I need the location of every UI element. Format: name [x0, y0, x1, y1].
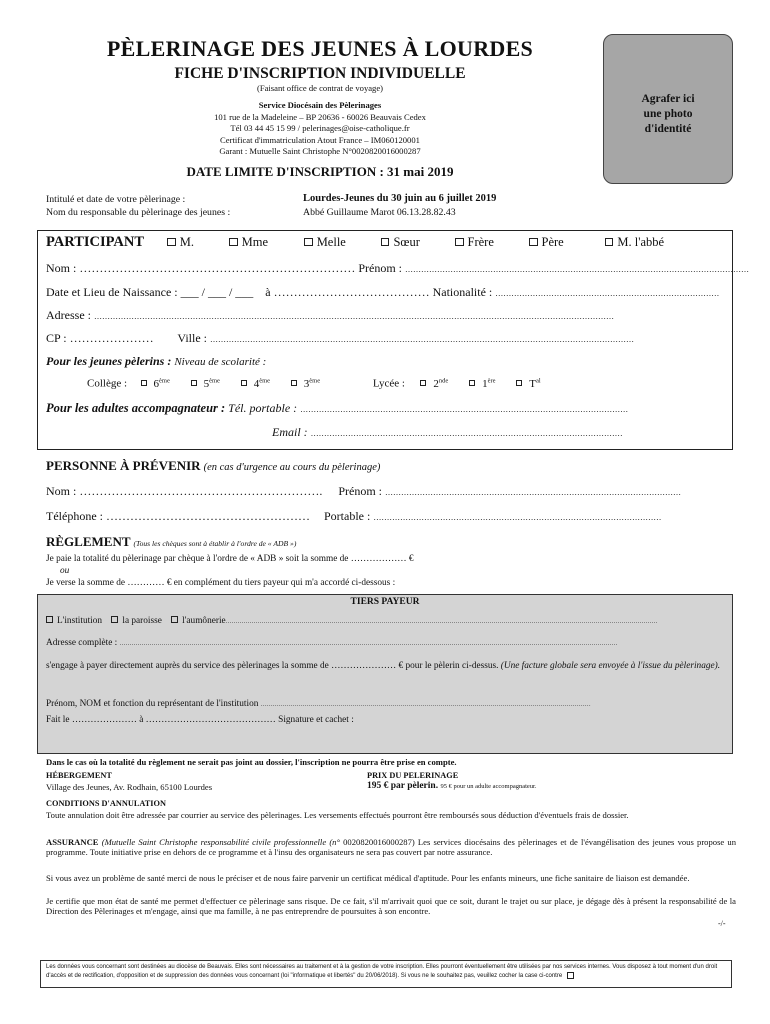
email-label: Email :	[272, 425, 308, 439]
assurance-text: 0020820016000287) Les services diocésains des pèlerinages et de l'évangélisation des jeunes vous propose un programme. Toute initiative prise en dehors de ce programme et à l'insu des organisateurs ne sera pas couvert par notre assurance.	[46, 837, 737, 858]
email-row	[272, 425, 623, 440]
portable-field[interactable]: ………………………………………………………………………………………………	[373, 513, 662, 522]
prix-value: 195 € par pèlerin.	[367, 781, 439, 791]
civility-option[interactable]: M. l'abbé	[605, 235, 664, 249]
certificate-number: Certificat d'immatriculation Atout France – IM060120001	[220, 135, 420, 145]
contract-note: (Faisant office de contrat de voyage)	[256, 83, 384, 93]
lycee-1[interactable]: 1ère	[469, 378, 495, 390]
checkbox-aumonerie[interactable]	[171, 616, 178, 623]
adultes-label: Pour les adultes accompagnateur :	[46, 401, 226, 415]
lycee-t[interactable]: $T^{al}$	[516, 378, 540, 390]
tel-field[interactable]: ……………………………………………………………………………………………………………	[300, 405, 629, 414]
sante-text: Si vous avez un problème de santé merci de nous le préciser et de nous faire parvenir un certificat médical d'aptitude. Pour les enfants mineurs, une fiche sanitaire de liaison est demandée.	[46, 873, 690, 883]
certifie-text: Je certifie que mon état de santé me permet d'effectuer ce pèlerinage sans risque. De ce fait, s'il m'arrivait quoi que ce soit, durant le trajet ou sur place, je dégage dès à présent la responsabilité de la Direction des Pèlerinages et m'engage, ainsi que ma famille, à ne pas entreprendre de poursuites à son encontre.	[46, 896, 736, 917]
college-5[interactable]: 5ème	[191, 378, 220, 390]
intitule-label: Intitulé et date de votre pèlerinage :	[46, 194, 186, 205]
tiers-representant-label: Prénom, NOM et fonction du représentant de l'institution	[46, 699, 259, 709]
tiers-engage-text: s'engage à payer directement auprès du service des pèlerinages la somme de ………………… € pour le pèlerin ci-dessus.	[46, 661, 499, 671]
tiers-option[interactable]: l'aumônerie	[171, 616, 226, 626]
prix-note: 95 € pour un adulte accompagnateur.	[440, 783, 537, 790]
tiers-engage	[46, 656, 736, 676]
adresse-row	[46, 308, 614, 323]
portable-label: Portable :	[323, 509, 371, 523]
checkbox-frere[interactable]	[455, 238, 464, 247]
intitule-value: Lourdes-Jeunes du 30 juin au 6 juillet 2019	[303, 193, 497, 204]
tiers-option[interactable]: la paroisse	[111, 616, 162, 626]
reglement-ou: ou	[60, 566, 70, 576]
photo-text-3: d'identité	[644, 123, 692, 135]
contact-nom-field[interactable]: …………………………………………………….	[79, 484, 323, 498]
lieu-field[interactable]: …………………………………	[273, 285, 430, 299]
ville-label: Ville :	[177, 331, 207, 345]
prenom-label: Prénom :	[358, 261, 403, 275]
niveau-label: Niveau de scolarité :	[174, 356, 267, 368]
tiers-adresse-field[interactable]: ……………………………………………………………………………………………………………………………………………………………………………………………………………………………	[119, 641, 618, 647]
guarantor: Garant : Mutuelle Saint Christophe N°0020820016000287	[219, 146, 421, 156]
nom-row	[46, 261, 749, 276]
responsable-label: Nom du responsable du pèlerinage des jeunes :	[46, 207, 231, 218]
nationalite-label: Nationalité :	[432, 285, 493, 299]
scolarite-row	[87, 377, 541, 390]
assurance-paragraph	[46, 837, 736, 857]
tiers-representant-field[interactable]: …………………………………………………………………………………………………………………………………………………	[260, 702, 591, 708]
college-label: Collège :	[87, 377, 128, 390]
checkbox-abbe[interactable]	[605, 238, 614, 247]
reglement-line-1: Je paie la totalité du pèlerinage par chèque à l'ordre de « ADB » soit la somme de ……………… €	[46, 554, 414, 564]
form-subtitle: FICHE D'INSCRIPTION INDIVIDUELLE	[174, 65, 466, 82]
checkbox-paroisse[interactable]	[111, 616, 118, 623]
prenom-field[interactable]: …………………………………………………………………………………………………………………	[405, 265, 750, 274]
date-field[interactable]: ___ / ___ / ___	[180, 285, 254, 299]
civility-option[interactable]: Melle	[304, 235, 346, 249]
checkbox-6eme[interactable]	[141, 380, 147, 386]
civility-option[interactable]: Père	[529, 235, 564, 249]
contact-nom-label: Nom :	[46, 484, 77, 498]
civility-row	[46, 234, 664, 251]
page-title: PÈLERINAGE DES JEUNES À LOURDES	[106, 36, 534, 61]
tiers-representant-row	[46, 699, 591, 709]
college-6[interactable]: 6ème	[141, 378, 170, 390]
tiers-name-field[interactable]: ………………………………………………………………………………………………………………………………………………………………………………………………	[225, 619, 658, 625]
cp-row	[46, 331, 634, 346]
annulation-text: Toute annulation doit être adressée par courrier au service des pèlerinages. Les versements effectués pourront être remboursés sous déduction d'éventuels frais de dossier.	[46, 810, 629, 820]
payment-warning: Dans le cas où la totalité du règlement ne serait pas joint au dossier, l'inscription ne pourra être prise en compte.	[46, 757, 457, 767]
nom-label: Nom :	[46, 261, 77, 275]
hebergement-title: HÉBERGEMENT	[46, 771, 112, 780]
tiers-engage-italic: (Une facture globale sera envoyée à l'issue du pèlerinage).	[500, 661, 721, 671]
contact-nom-row	[46, 484, 681, 499]
adultes-row	[46, 401, 628, 416]
photo-text-2: une photo	[643, 108, 693, 120]
checkbox-melle[interactable]	[304, 238, 313, 247]
tiers-adresse-label: Adresse complète :	[46, 638, 118, 648]
college-4[interactable]: 4ème	[241, 378, 270, 390]
cp-label: CP :	[46, 331, 67, 345]
telephone-label: Téléphone :	[46, 509, 103, 523]
tiers-adresse-row	[46, 638, 618, 648]
lycee-2[interactable]: 2nde	[420, 378, 448, 390]
reglement-note: (Tous les chèques sont à établir à l'ordre de « ADB »)	[133, 539, 297, 548]
civility-option[interactable]: Sœur	[381, 235, 420, 249]
nom-field[interactable]: ……………………………………………………………	[79, 261, 356, 275]
checkbox-3eme[interactable]	[291, 380, 297, 386]
college-3[interactable]: 3ème	[291, 378, 320, 390]
checkbox-2nde[interactable]	[420, 380, 426, 386]
tiers-option[interactable]: L'institution	[46, 616, 102, 626]
lieu-label: à	[265, 285, 271, 299]
prix-row	[367, 781, 536, 791]
checkbox-institution[interactable]	[46, 616, 53, 623]
tel-label: Tél. portable :	[228, 401, 298, 415]
assurance-italic: (Mutuelle Saint Christophe responsabilité civile professionnelle (n°	[101, 837, 340, 847]
hebergement-value: Village des Jeunes, Av. Rodhain, 65100 Lourdes	[46, 782, 213, 792]
lycee-label: Lycée :	[372, 377, 405, 390]
adresse-field[interactable]: ……………………………………………………………………………………………………………………………………………………………………………	[94, 312, 614, 321]
civility-option[interactable]: Frère	[455, 235, 494, 249]
telephone-field[interactable]: ……………………………………………	[105, 509, 310, 523]
civility-option[interactable]: M.	[167, 235, 194, 249]
jeunes-row	[46, 354, 266, 369]
contact-prenom-field[interactable]: …………………………………………………………………………………………………	[385, 488, 682, 497]
privacy-checkbox[interactable]	[567, 972, 574, 979]
checkbox-soeur[interactable]	[381, 238, 390, 247]
service-address: 101 rue de la Madeleine – BP 20636 - 60026 Beauvais Cedex	[214, 112, 426, 122]
assurance-title: ASSURANCE	[46, 837, 99, 847]
email-field[interactable]: ………………………………………………………………………………………………………	[310, 429, 623, 438]
checkbox-1ere[interactable]	[469, 380, 475, 386]
registration-deadline: DATE LIMITE D'INSCRIPTION : 31 mai 2019	[186, 164, 454, 179]
service-name: Service Diocésain des Pèlerinages	[258, 100, 382, 110]
checkbox-4eme[interactable]	[241, 380, 247, 386]
prix-title: PRIX DU PELERINAGE	[367, 771, 459, 780]
page-marker: -/-	[718, 919, 726, 928]
privacy-footer	[40, 960, 732, 988]
jeunes-label: Pour les jeunes pèlerins :	[46, 354, 172, 368]
service-contact: Tél 03 44 45 15 99 / pelerinages@oise-catholique.fr	[230, 123, 410, 133]
adresse-label: Adresse :	[46, 308, 91, 322]
photo-text-1: Agrafer ici	[641, 93, 695, 105]
naissance-label: Date et Lieu de Naissance :	[46, 285, 178, 299]
checkbox-mme[interactable]	[229, 238, 238, 247]
ville-field[interactable]: ……………………………………………………………………………………………………………………………………………	[209, 335, 634, 344]
cp-field[interactable]: …………………	[69, 331, 154, 345]
reglement-title: RÈGLEMENT	[46, 534, 131, 549]
tiers-title: TIERS PAYEUR	[350, 597, 420, 607]
contact-person-title: PERSONNE À PRÉVENIR	[46, 458, 201, 473]
annulation-title: CONDITIONS D'ANNULATION	[46, 799, 166, 808]
checkbox-pere[interactable]	[529, 238, 538, 247]
checkbox-m[interactable]	[167, 238, 176, 247]
privacy-text: Les données vous concernant sont destinées au diocèse de Beauvais. Elles sont nécessaires au traitement et à la gestion de votre inscription. Elles pourront éventuellement être utilisées par nos services internes. Vous disposez à tout moment d'un droit d'accès et de rectification, d'opposition et de suppression des données vous concernant (loi "informatique et libertés" du 20/06/2018). Si vous ne le souhaitez pas, veuillez cocher la case ci-contre	[46, 964, 718, 979]
tiers-options-row	[46, 616, 658, 626]
tiers-fait-le: Fait le ………………… à …………………………………… Signature et cachet :	[46, 715, 354, 725]
contact-phone-row	[46, 509, 661, 524]
naissance-row	[46, 285, 719, 300]
reglement-line-2: Je verse la somme de ………… € en complément du tiers payeur qui m'a accordé ci-dessous :	[46, 578, 396, 588]
reglement-header	[46, 534, 296, 550]
photo-placeholder	[603, 34, 733, 184]
nationalite-field[interactable]: …………………………………………………………………………	[495, 289, 720, 298]
contact-person-note: (en cas d'urgence au cours du pèlerinage)	[203, 462, 381, 473]
checkbox-terminale[interactable]	[516, 380, 522, 386]
responsable-value: Abbé Guillaume Marot 06.13.28.82.43	[303, 207, 456, 218]
contact-prenom-label: Prénom :	[338, 484, 383, 498]
contact-person-header	[46, 458, 380, 474]
participant-title: PARTICIPANT	[46, 234, 145, 250]
civility-option[interactable]: Mme	[229, 235, 268, 249]
checkbox-5eme[interactable]	[191, 380, 197, 386]
